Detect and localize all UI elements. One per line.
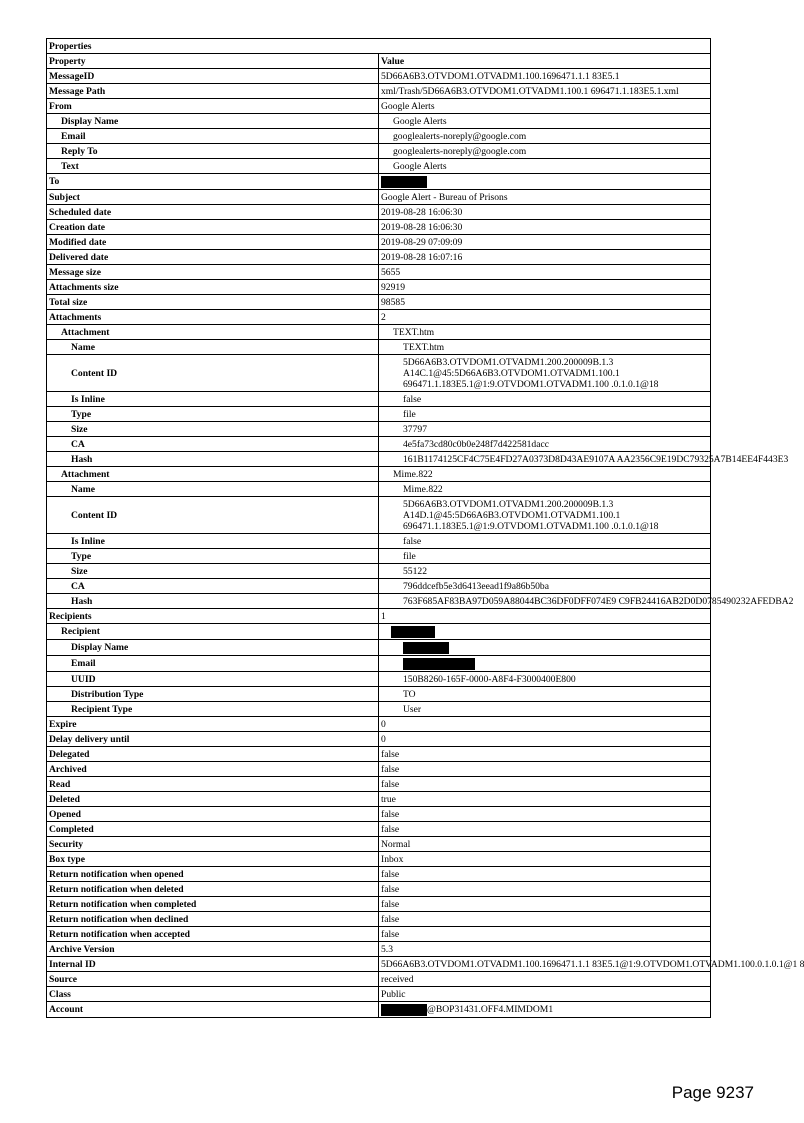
table-row bbox=[47, 837, 711, 852]
property-name: Return notification when declined bbox=[47, 912, 379, 927]
property-value: received bbox=[379, 972, 711, 987]
property-name: Box type bbox=[47, 852, 379, 867]
property-name: Recipient bbox=[47, 624, 379, 640]
property-name: Return notification when accepted bbox=[47, 927, 379, 942]
property-value: Public bbox=[379, 987, 711, 1002]
property-name: Return notification when deleted bbox=[47, 882, 379, 897]
table-row bbox=[47, 792, 711, 807]
table-row bbox=[47, 822, 711, 837]
table-row bbox=[47, 392, 711, 407]
property-name: Completed bbox=[47, 822, 379, 837]
table-row bbox=[47, 295, 711, 310]
property-name: Deleted bbox=[47, 792, 379, 807]
property-value: 5D66A6B3.OTVDOM1.OTVADM1.100.1696471.1.1 83E5.1 bbox=[379, 69, 711, 84]
table-row bbox=[47, 852, 711, 867]
table-row bbox=[47, 437, 711, 452]
property-value: Value bbox=[379, 54, 711, 69]
property-name: Scheduled date bbox=[47, 205, 379, 220]
property-value: false bbox=[379, 897, 711, 912]
property-name: Size bbox=[47, 564, 379, 579]
table-row bbox=[47, 129, 711, 144]
property-value: 5D66A6B3.OTVDOM1.OTVADM1.200.200009B.1.3 A14D.1@45:5D66A6B3.OTVDOM1.OTVADM1.100.1 696471.1.183E5.1@1:9.OTVDOM1.OTVADM1.100 .0.1.0.1@18 bbox=[379, 497, 711, 534]
property-name: Internal ID bbox=[47, 957, 379, 972]
table-row bbox=[47, 987, 711, 1002]
property-value: 55122 bbox=[379, 564, 711, 579]
table-row bbox=[47, 640, 711, 656]
property-value: Normal bbox=[379, 837, 711, 852]
table-row bbox=[47, 1002, 711, 1018]
property-value: Google Alert - Bureau of Prisons bbox=[379, 190, 711, 205]
table-row bbox=[47, 205, 711, 220]
property-value: false bbox=[379, 822, 711, 837]
table-row bbox=[47, 39, 711, 54]
table-row bbox=[47, 220, 711, 235]
property-name: Type bbox=[47, 407, 379, 422]
property-value bbox=[379, 1002, 711, 1018]
property-name: Recipients bbox=[47, 609, 379, 624]
property-value: file bbox=[379, 549, 711, 564]
property-name: Hash bbox=[47, 594, 379, 609]
table-row bbox=[47, 672, 711, 687]
property-name: Attachments size bbox=[47, 280, 379, 295]
property-name: Is Inline bbox=[47, 534, 379, 549]
table-row bbox=[47, 942, 711, 957]
property-name: Display Name bbox=[47, 640, 379, 656]
table-row bbox=[47, 355, 711, 392]
property-name: Distribution Type bbox=[47, 687, 379, 702]
property-value: 37797 bbox=[379, 422, 711, 437]
property-value bbox=[379, 656, 711, 672]
table-row bbox=[47, 912, 711, 927]
redaction-box bbox=[403, 658, 475, 670]
table-row bbox=[47, 687, 711, 702]
table-row bbox=[47, 882, 711, 897]
property-value: TEXT.htm bbox=[379, 340, 711, 355]
table-row bbox=[47, 265, 711, 280]
property-value: TO bbox=[379, 687, 711, 702]
property-name: Expire bbox=[47, 717, 379, 732]
property-name: Reply To bbox=[47, 144, 379, 159]
property-value: false bbox=[379, 807, 711, 822]
property-name: Total size bbox=[47, 295, 379, 310]
property-name: Name bbox=[47, 482, 379, 497]
table-row bbox=[47, 762, 711, 777]
property-value: 2019-08-28 16:06:30 bbox=[379, 205, 711, 220]
table-row bbox=[47, 235, 711, 250]
property-value: false bbox=[379, 747, 711, 762]
property-value: 150B8260-165F-0000-A8F4-F3000400E800 bbox=[379, 672, 711, 687]
property-value: 5D66A6B3.OTVDOM1.OTVADM1.200.200009B.1.3 A14C.1@45:5D66A6B3.OTVDOM1.OTVADM1.100.1 696471.1.183E5.1@1:9.OTVDOM1.OTVADM1.100 .0.1.0.1@18 bbox=[379, 355, 711, 392]
property-name: Property bbox=[47, 54, 379, 69]
property-name: Delivered date bbox=[47, 250, 379, 265]
property-value bbox=[379, 624, 711, 640]
table-row bbox=[47, 407, 711, 422]
property-name: Account bbox=[47, 1002, 379, 1018]
table-row bbox=[47, 564, 711, 579]
table-row bbox=[47, 534, 711, 549]
table-row bbox=[47, 250, 711, 265]
property-value: 4e5fa73cd80c0b0e248f7d422581dacc bbox=[379, 437, 711, 452]
property-name: Attachment bbox=[47, 325, 379, 340]
property-name: Name bbox=[47, 340, 379, 355]
property-value: false bbox=[379, 912, 711, 927]
property-value: TEXT.htm bbox=[379, 325, 711, 340]
property-value: 5655 bbox=[379, 265, 711, 280]
redaction-box bbox=[403, 642, 449, 654]
table-row bbox=[47, 69, 711, 84]
property-value: Mime.822 bbox=[379, 482, 711, 497]
property-value: xml/Trash/5D66A6B3.OTVDOM1.OTVADM1.100.1 696471.1.183E5.1.xml bbox=[379, 84, 711, 99]
property-value: 2019-08-28 16:06:30 bbox=[379, 220, 711, 235]
property-name: Class bbox=[47, 987, 379, 1002]
property-name: Hash bbox=[47, 452, 379, 467]
table-row bbox=[47, 957, 711, 972]
property-value: googlealerts-noreply@google.com bbox=[379, 144, 711, 159]
property-value: 0 bbox=[379, 732, 711, 747]
table-row bbox=[47, 609, 711, 624]
property-name: Return notification when opened bbox=[47, 867, 379, 882]
property-value bbox=[379, 174, 711, 190]
property-value: 98585 bbox=[379, 295, 711, 310]
property-name: CA bbox=[47, 579, 379, 594]
table-row bbox=[47, 422, 711, 437]
table-row bbox=[47, 702, 711, 717]
property-value: Inbox bbox=[379, 852, 711, 867]
table-row bbox=[47, 84, 711, 99]
property-name: Delay delivery until bbox=[47, 732, 379, 747]
property-name: Source bbox=[47, 972, 379, 987]
table-row bbox=[47, 897, 711, 912]
table-row bbox=[47, 114, 711, 129]
property-name: Read bbox=[47, 777, 379, 792]
property-name: Return notification when completed bbox=[47, 897, 379, 912]
property-value: 763F685AF83BA97D059A88044BC36DF0DFF074E9 C9FB24416AB2D0D0785490232AFEDBA2 bbox=[379, 594, 711, 609]
table-row bbox=[47, 159, 711, 174]
property-value: 1 bbox=[379, 609, 711, 624]
property-value: Google Alerts bbox=[379, 99, 711, 114]
property-value: false bbox=[379, 882, 711, 897]
property-value: 5.3 bbox=[379, 942, 711, 957]
property-name: Archived bbox=[47, 762, 379, 777]
property-value: 5D66A6B3.OTVDOM1.OTVADM1.100.1696471.1.1 83E5.1@1:9.OTVDOM1.OTVADM1.100.0.1.0.1@1 8 bbox=[379, 957, 711, 972]
property-name: Delegated bbox=[47, 747, 379, 762]
table-row bbox=[47, 144, 711, 159]
property-value: false bbox=[379, 927, 711, 942]
table-row bbox=[47, 310, 711, 325]
property-name: Subject bbox=[47, 190, 379, 205]
property-name: UUID bbox=[47, 672, 379, 687]
property-name: MessageID bbox=[47, 69, 379, 84]
table-row bbox=[47, 190, 711, 205]
property-name: CA bbox=[47, 437, 379, 452]
property-value: 161B1174125CF4C75E4FD27A0373D8D43AE9107A AA2356C9E19DC79325A7B14EE4F443E3 bbox=[379, 452, 711, 467]
table-row bbox=[47, 656, 711, 672]
property-value: 2019-08-28 16:07:16 bbox=[379, 250, 711, 265]
property-name: Opened bbox=[47, 807, 379, 822]
property-name: To bbox=[47, 174, 379, 190]
table-row bbox=[47, 807, 711, 822]
property-name: Attachments bbox=[47, 310, 379, 325]
property-name: Type bbox=[47, 549, 379, 564]
property-name: Attachment bbox=[47, 467, 379, 482]
property-name: Recipient Type bbox=[47, 702, 379, 717]
property-name: Content ID bbox=[47, 497, 379, 534]
table-row bbox=[47, 594, 711, 609]
properties-table bbox=[46, 38, 804, 1018]
property-value: false bbox=[379, 762, 711, 777]
property-value: true bbox=[379, 792, 711, 807]
table-row bbox=[47, 732, 711, 747]
property-value: Google Alerts bbox=[379, 114, 711, 129]
property-value: file bbox=[379, 407, 711, 422]
property-name: Email bbox=[47, 129, 379, 144]
table-row bbox=[47, 972, 711, 987]
property-value bbox=[379, 640, 711, 656]
redaction-box bbox=[381, 176, 427, 188]
property-value: 0 bbox=[379, 717, 711, 732]
redaction-box bbox=[381, 1004, 427, 1016]
table-row bbox=[47, 867, 711, 882]
table-row bbox=[47, 340, 711, 355]
table-row bbox=[47, 747, 711, 762]
property-value: false bbox=[379, 777, 711, 792]
property-value: googlealerts-noreply@google.com bbox=[379, 129, 711, 144]
property-value: 92919 bbox=[379, 280, 711, 295]
property-value: 2019-08-29 07:09:09 bbox=[379, 235, 711, 250]
table-row bbox=[47, 99, 711, 114]
property-name: Content ID bbox=[47, 355, 379, 392]
property-name: Security bbox=[47, 837, 379, 852]
property-value: Mime.822 bbox=[379, 467, 711, 482]
property-name: Is Inline bbox=[47, 392, 379, 407]
table-row bbox=[47, 497, 711, 534]
property-name: Modified date bbox=[47, 235, 379, 250]
table-row bbox=[47, 624, 711, 640]
page-number: Page 9237 bbox=[671, 1083, 754, 1102]
table-row bbox=[47, 452, 711, 467]
table-row bbox=[47, 717, 711, 732]
property-value: 2 bbox=[379, 310, 711, 325]
property-name: Text bbox=[47, 159, 379, 174]
property-value: 796ddcefb5e3d6413eead1f9a86b50ba bbox=[379, 579, 711, 594]
account-domain: @BOP31431.OFF4.MIMDOM1 bbox=[427, 1003, 554, 1015]
property-name: Properties bbox=[47, 39, 711, 54]
property-name: Display Name bbox=[47, 114, 379, 129]
redaction-box bbox=[391, 626, 435, 638]
property-value: false bbox=[379, 392, 711, 407]
properties-table-body bbox=[47, 39, 804, 1018]
property-name: Size bbox=[47, 422, 379, 437]
property-value: false bbox=[379, 534, 711, 549]
table-row bbox=[47, 467, 711, 482]
table-row bbox=[47, 579, 711, 594]
table-row bbox=[47, 927, 711, 942]
table-row bbox=[47, 54, 711, 69]
table-row bbox=[47, 549, 711, 564]
property-value: User bbox=[379, 702, 711, 717]
table-row bbox=[47, 777, 711, 792]
table-row bbox=[47, 482, 711, 497]
property-name: Message size bbox=[47, 265, 379, 280]
table-row bbox=[47, 280, 711, 295]
property-name: Creation date bbox=[47, 220, 379, 235]
property-name: Email bbox=[47, 656, 379, 672]
table-row bbox=[47, 325, 711, 340]
property-value: false bbox=[379, 867, 711, 882]
property-name: From bbox=[47, 99, 379, 114]
table-row bbox=[47, 174, 711, 190]
property-name: Message Path bbox=[47, 84, 379, 99]
property-value: Google Alerts bbox=[379, 159, 711, 174]
property-name: Archive Version bbox=[47, 942, 379, 957]
